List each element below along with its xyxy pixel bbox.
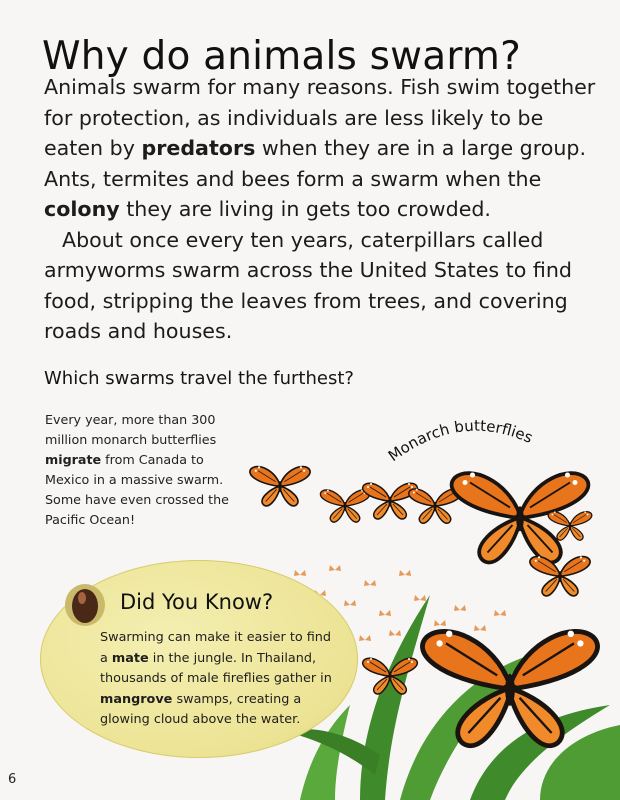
intro-paragraph-1 xyxy=(44,72,600,225)
svg-text:Monarch butterflies xyxy=(385,417,536,465)
migration-text-span: Every year, more than 300 million monarch butterflies xyxy=(45,412,217,447)
intro-text-span: when they are in a large group. Ants, termites and bees form a swarm when the xyxy=(44,136,587,191)
term-migrate: migrate xyxy=(45,452,102,467)
term-mate: mate xyxy=(111,650,149,666)
intro-paragraph-2: About once every ten years, caterpillars called armyworms swarm across the United States to find food, stripping the leaves from trees, and covering roads and houses. xyxy=(44,227,572,343)
illustration-label xyxy=(383,402,583,482)
term-colony: colony xyxy=(44,197,120,221)
intro-text-span: they are living in gets too crowded. xyxy=(119,197,491,221)
dyk-text-span: swamps, creating a glowing cloud above the water. xyxy=(100,691,302,727)
did-you-know-title: Did You Know? xyxy=(120,590,274,614)
did-you-know-box xyxy=(40,560,360,760)
page-number: 6 xyxy=(8,772,17,787)
intro-text xyxy=(44,72,600,347)
term-mangrove: mangrove xyxy=(100,691,173,707)
migration-text xyxy=(45,410,235,530)
eye-icon xyxy=(62,582,108,628)
dyk-text-span: Swarming can make it easier to find a xyxy=(100,630,332,666)
section-heading: Which swarms travel the furthest? xyxy=(44,368,354,389)
did-you-know-text xyxy=(100,628,340,731)
intro-text-span: Animals swarm for many reasons. Fish swim together for protection, as individuals are less likely to be eaten by xyxy=(44,75,596,160)
migration-text-span: from Canada to Mexico in a massive swarm. Some have even crossed the Pacific Ocean! xyxy=(45,452,229,527)
illustration-label-text: Monarch butterflies xyxy=(384,416,536,466)
page-title: Why do animals swarm? xyxy=(42,34,522,80)
term-predators: predators xyxy=(141,136,256,160)
dyk-text-span: in the jungle. In Thailand, thousands of male fireflies gather in xyxy=(100,650,332,686)
